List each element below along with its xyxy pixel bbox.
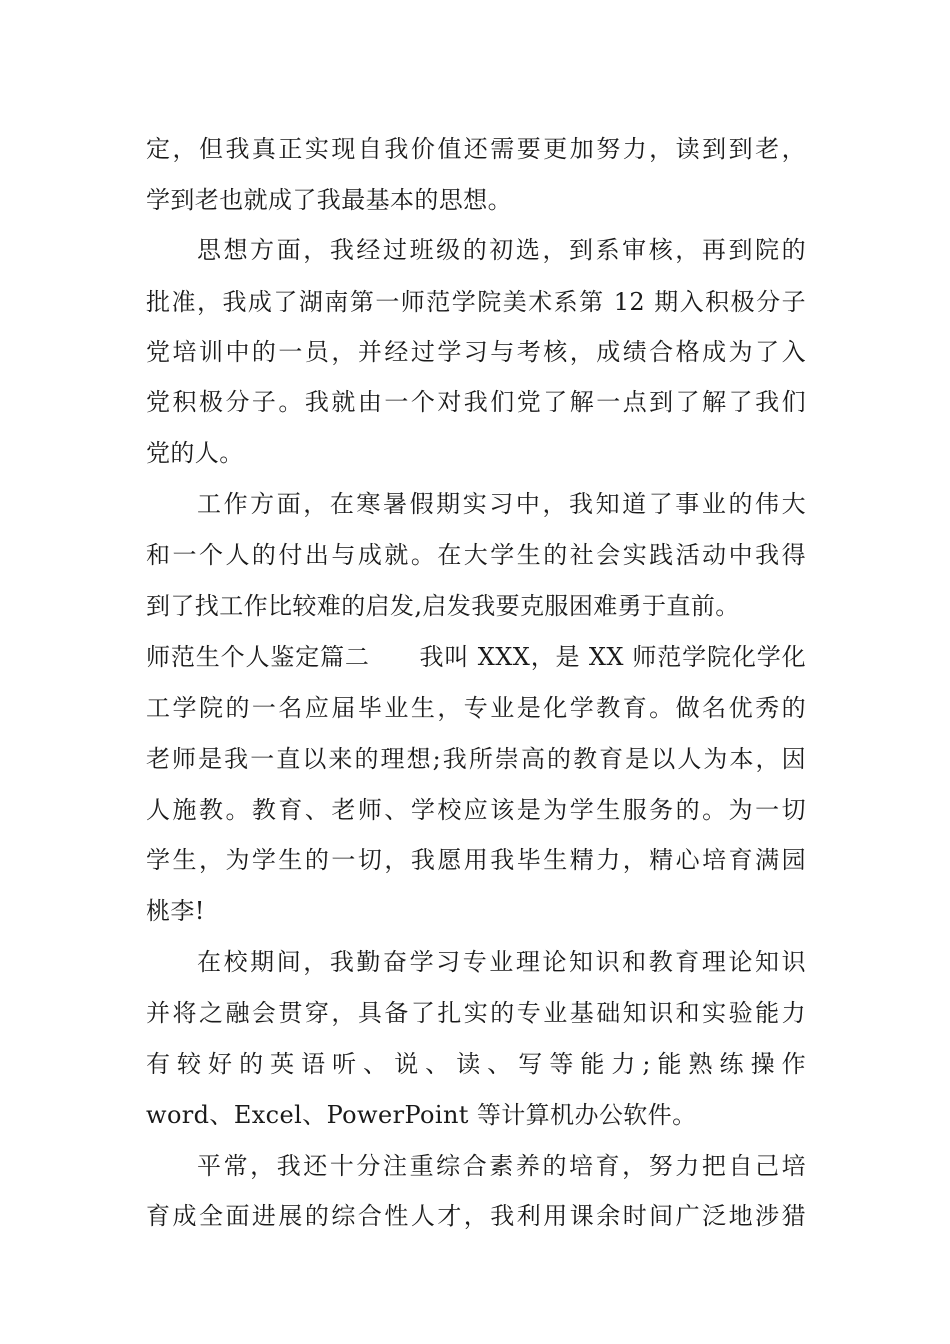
text-line: 党的人。: [146, 439, 244, 467]
text-line: 桃李!: [146, 897, 205, 925]
text-line: 定，但我真正实现自我价值还需要更加努力，读到到老，: [146, 135, 806, 163]
text-line: 学生，为学生的一切，我愿用我毕生精力，精心培育满园: [146, 846, 806, 874]
paragraph-first-line: 在校期间，我勤奋学习专业理论知识和教育理论知识: [197, 948, 806, 976]
text-line: 人施教。教育、老师、学校应该是为学生服务的。为一切: [146, 796, 806, 824]
text-line: 有较好的英语听、说、读、写等能力;能熟练操作: [146, 1050, 806, 1078]
text-line: 老师是我一直以来的理想;我所崇高的教育是以人为本，因: [146, 745, 806, 773]
text-line: 育成全面进展的综合性人才，我利用课余时间广泛地涉猎: [146, 1202, 806, 1230]
paragraph-first-line: 思想方面，我经过班级的初选，到系审核，再到院的: [197, 236, 806, 264]
text-line: 工学院的一名应届毕业生，专业是化学教育。做名优秀的: [146, 694, 806, 722]
text-line: 并将之融会贯穿，具备了扎实的专业基础知识和实验能力: [146, 999, 806, 1027]
text-line: 党积极分子。我就由一个对我们党了解一点到了解了我们: [146, 388, 806, 416]
text-line: 批准，我成了湖南第一师范学院美术系第 12 期入积极分子: [146, 288, 806, 316]
paragraph-first-line: 平常，我还十分注重综合素养的培育，努力把自己培: [197, 1152, 806, 1180]
text-line: 和一个人的付出与成就。在大学生的社会实践活动中我得: [146, 541, 806, 569]
text-line: word、Excel、PowerPoint 等计算机办公软件。: [146, 1101, 697, 1129]
text-line: 到了找工作比较难的启发,启发我要克服困难勇于直前。: [146, 592, 740, 620]
paragraph-first-line: 工作方面，在寒暑假期实习中，我知道了事业的伟大: [197, 490, 806, 518]
section-heading-line: 师范生个人鉴定篇二 我叫 XXX，是 XX 师范学院化学化: [146, 643, 806, 671]
text-line: 学到老也就成了我最基本的思想。: [146, 186, 512, 214]
text-line: 党培训中的一员，并经过学习与考核，成绩合格成为了入: [146, 338, 806, 366]
